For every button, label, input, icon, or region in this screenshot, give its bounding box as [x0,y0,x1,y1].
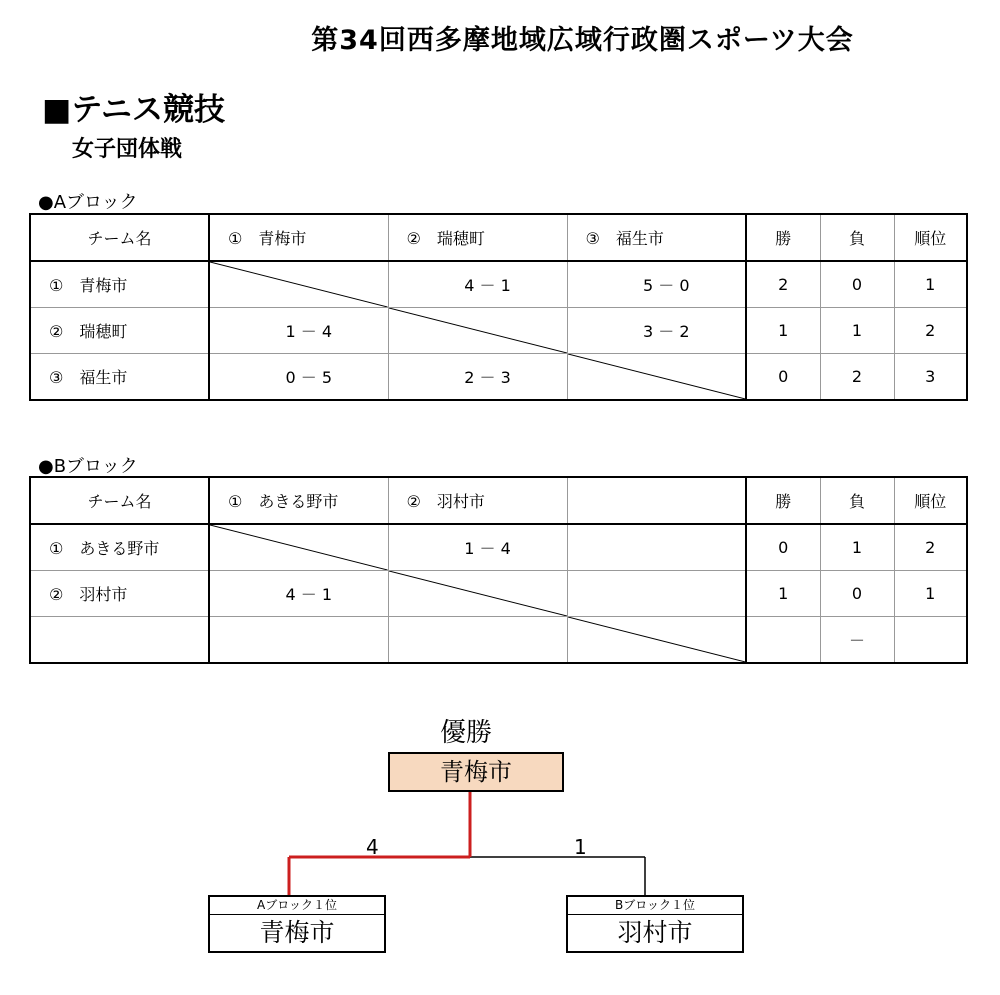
col-team: チーム名 [30,477,209,524]
team-cell: ① あきる野市 [30,524,209,571]
score-cell: 2 － 3 [388,354,567,401]
block-a-label: ●Aブロック [38,192,138,213]
rank-cell: 3 [894,354,967,401]
win-cell: 0 [746,524,820,571]
team-cell: ③ 福生市 [30,354,209,401]
loss-cell: 1 [820,524,894,571]
rank-cell: 1 [894,261,967,308]
block-b-label: ●Bブロック [38,456,138,477]
win-cell: 0 [746,354,820,401]
finalist-left-name: 青梅市 [259,918,335,947]
rank-cell: 2 [894,524,967,571]
col-win: 勝 [746,214,820,261]
score-cell: 5 － 0 [567,261,746,308]
champion-box: 青梅市 [388,752,564,792]
finalist-right-name: 羽村市 [617,918,693,947]
col-loss: 負 [820,214,894,261]
col-loss: 負 [820,477,894,524]
col-opponent-2: ② 羽村市 [388,477,567,524]
col-opponent-1: ① あきる野市 [209,477,388,524]
team-cell: ② 羽村市 [30,571,209,617]
win-cell: 2 [746,261,820,308]
col-opponent-2: ② 瑞穂町 [388,214,567,261]
col-opponent-3: ③ 福生市 [567,214,746,261]
col-opponent-1: ① 青梅市 [209,214,388,261]
loss-cell: 2 [820,354,894,401]
win-cell: 1 [746,308,820,354]
rank-cell: 1 [894,571,967,617]
col-rank: 順位 [894,214,967,261]
loss-cell: 0 [820,571,894,617]
score-cell: 1 － 4 [209,308,388,354]
score-cell: 3 － 2 [567,308,746,354]
champion-title: 優勝 [440,718,493,748]
finalist-left-sub: Aブロック１位 [210,897,384,915]
sport-heading: ■テニス競技 [42,92,226,128]
team-cell: ① 青梅市 [30,261,209,308]
left-final-score: 4 [366,835,379,859]
score-cell: 4 － 1 [209,571,388,617]
team-cell: ② 瑞穂町 [30,308,209,354]
loss-cell: 0 [820,261,894,308]
score-cell: 4 － 1 [388,261,567,308]
score-cell: 1 － 4 [388,524,567,571]
finalist-right [566,895,744,953]
right-final-score: 1 [574,835,587,859]
finalist-left [208,895,386,953]
loss-cell: － [820,617,894,664]
col-win: 勝 [746,477,820,524]
col-rank: 順位 [894,477,967,524]
page-title: 第34回西多摩地域広域行政圏スポーツ大会 [311,25,854,56]
event-heading: 女子団体戦 [72,137,183,162]
win-cell: 1 [746,571,820,617]
rank-cell: 2 [894,308,967,354]
score-cell: 0 － 5 [209,354,388,401]
finalist-right-sub: Bブロック１位 [568,897,742,915]
col-team: チーム名 [30,214,209,261]
loss-cell: 1 [820,308,894,354]
